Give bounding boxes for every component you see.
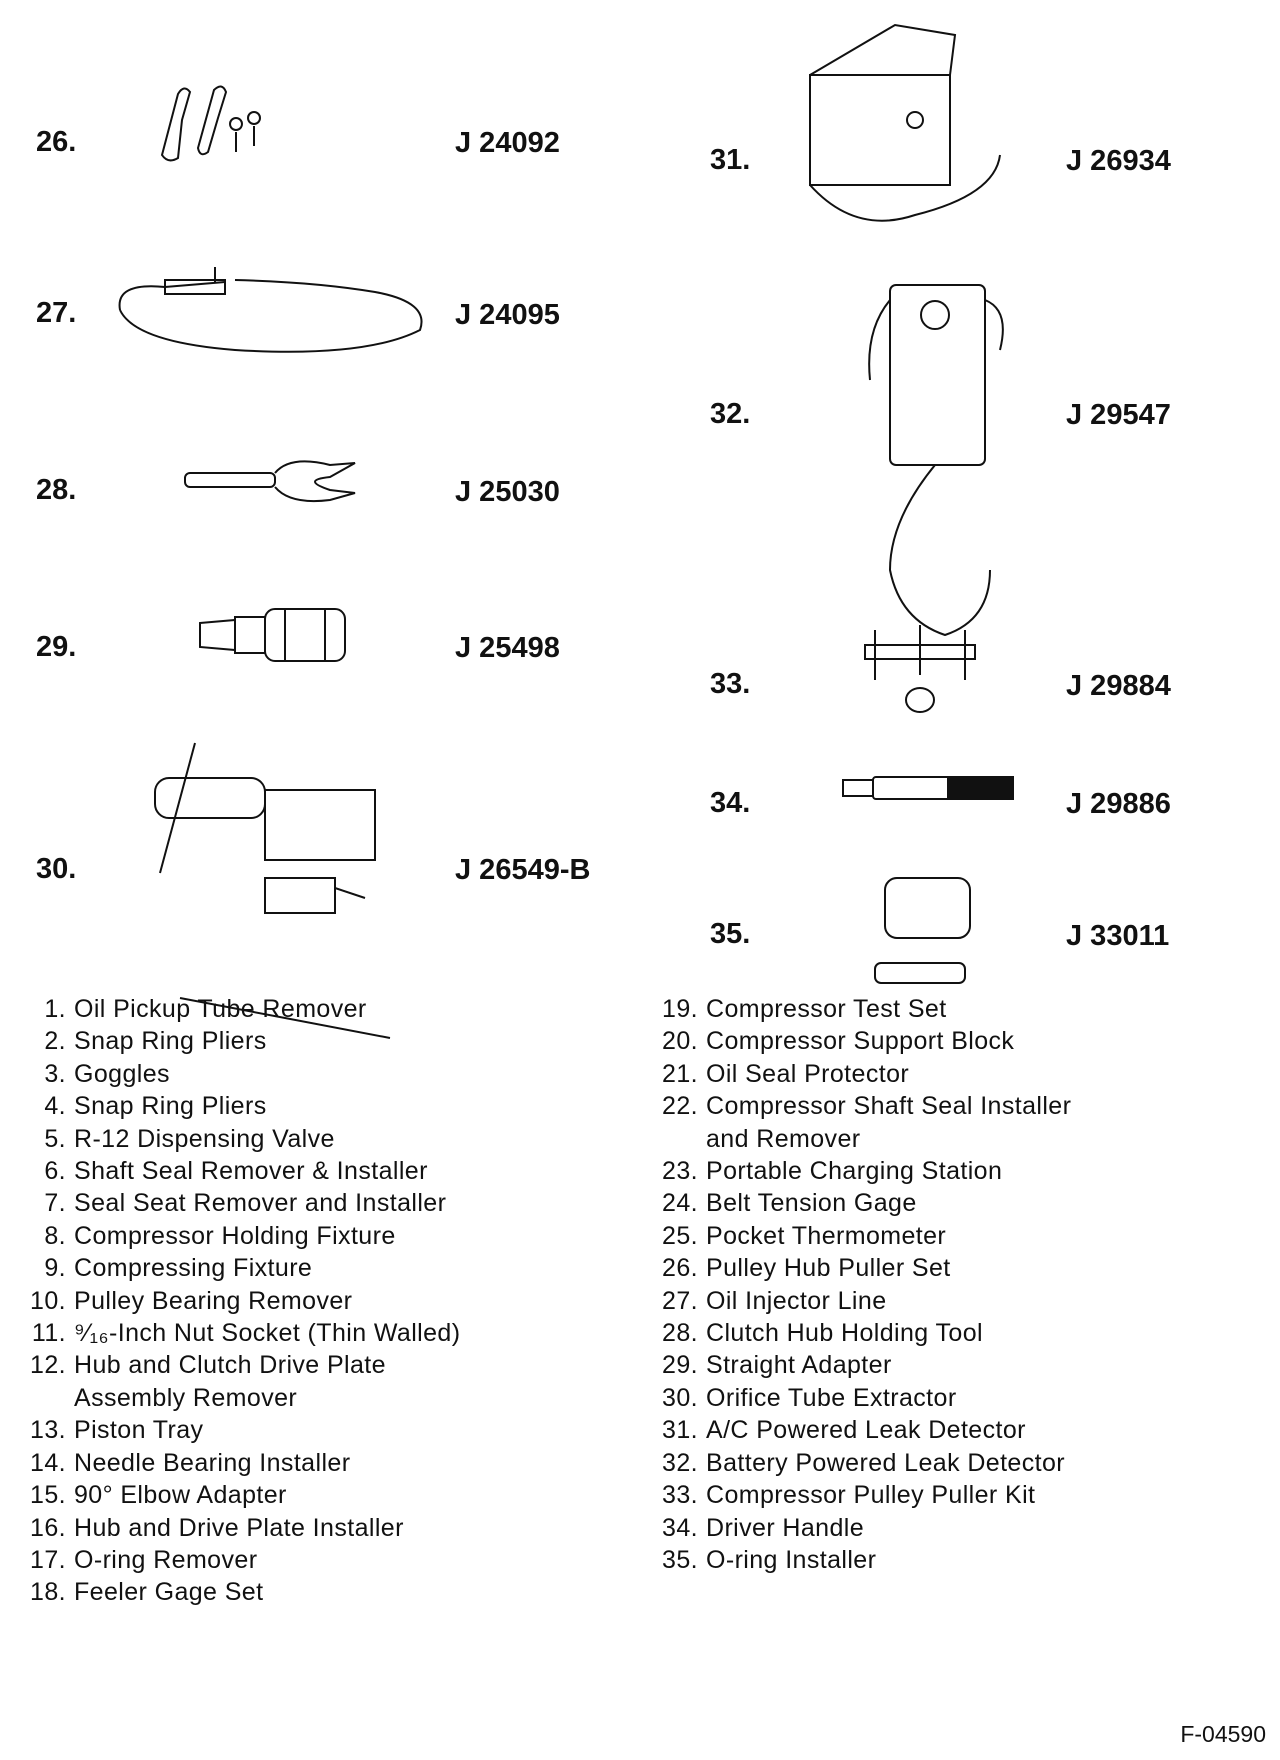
driver-handle-icon	[838, 770, 1018, 806]
legend-item-33: 33. Compressor Pulley Puller Kit	[662, 1481, 1036, 1510]
legend-item-35: 35. O-ring Installer	[662, 1545, 877, 1574]
tool-code-29: J 25498	[455, 632, 560, 664]
legend-item-8: 8. Compressor Holding Fixture	[44, 1221, 396, 1250]
legend-item-29: 29. Straight Adapter	[662, 1351, 892, 1380]
legend-item-22: 22. Compressor Shaft Seal Installer	[662, 1092, 1072, 1121]
tool-code-33: J 29884	[1066, 670, 1171, 702]
figure-id: F-04590	[1180, 1721, 1266, 1747]
legend-item-7: 7. Seal Seat Remover and Installer	[44, 1189, 447, 1218]
legend-item-17: 17. O-ring Remover	[30, 1545, 258, 1574]
legend-item-16: 16. Hub and Drive Plate Installer	[30, 1513, 404, 1542]
tool-code-32: J 29547	[1066, 399, 1171, 431]
legend-item-6: 6. Shaft Seal Remover & Installer	[44, 1157, 428, 1186]
tool-code-35: J 33011	[1066, 920, 1170, 952]
tool-number-34: 34.	[710, 787, 751, 819]
leak-detector-case-icon	[795, 15, 1015, 245]
legend-item-14: 14. Needle Bearing Installer	[30, 1448, 351, 1477]
legend-item-2: 2. Snap Ring Pliers	[44, 1027, 267, 1056]
legend-item-9: 9. Compressing Fixture	[44, 1254, 313, 1283]
legend-item-15: 15. 90° Elbow Adapter	[30, 1481, 287, 1510]
hub-holding-tool-icon	[180, 455, 360, 515]
legend-item-19: 19. Compressor Test Set	[662, 995, 947, 1023]
legend-item-31: 31. A/C Powered Leak Detector	[662, 1416, 1026, 1445]
tool-code-28: J 25030	[455, 476, 560, 508]
legend-item-30: 30. Orifice Tube Extractor	[662, 1383, 957, 1412]
legend-item-10: 10. Pulley Bearing Remover	[30, 1286, 353, 1315]
legend-item-34: 34. Driver Handle	[662, 1513, 865, 1542]
legend-item-26: 26. Pulley Hub Puller Set	[662, 1254, 951, 1283]
tool-number-35: 35.	[710, 918, 751, 950]
injector-line-icon	[115, 262, 435, 362]
tool-number-29: 29.	[36, 631, 77, 663]
legend-item-13: 13. Piston Tray	[30, 1416, 204, 1445]
legend-item-25: 25. Pocket Thermometer	[662, 1221, 947, 1250]
legend-item-12-cont: Assembly Remover	[74, 1383, 298, 1412]
legend-item-5: 5. R-12 Dispensing Valve	[44, 1124, 335, 1153]
o-ring-installer-icon	[870, 868, 980, 988]
tool-code-27: J 24095	[455, 299, 560, 331]
tool-number-30: 30.	[36, 853, 77, 885]
legend-item-18: 18. Feeler Gage Set	[30, 1578, 264, 1607]
straight-adapter-icon	[195, 605, 355, 665]
legend-item-21: 21. Oil Seal Protector	[662, 1059, 910, 1088]
tool-number-32: 32.	[710, 398, 751, 430]
legend-item-12: 12. Hub and Clutch Drive Plate	[30, 1351, 386, 1380]
legend-right	[660, 993, 1071, 1576]
puller-set-icon	[150, 80, 290, 170]
legend-item-28: 28. Clutch Hub Holding Tool	[662, 1319, 983, 1348]
tool-code-26: J 24092	[455, 127, 560, 159]
legend-item-1: 1. Oil Pickup Tube Remover	[44, 995, 367, 1023]
legend-item-11: 11. ⁹⁄₁₆-Inch Nut Socket (Thin Walled)	[31, 1319, 461, 1348]
legend-item-23: 23. Portable Charging Station	[662, 1157, 1003, 1186]
legend-item-27: 27. Oil Injector Line	[662, 1286, 887, 1315]
tool-number-33: 33.	[710, 668, 751, 700]
tool-code-30: J 26549-B	[455, 854, 591, 886]
legend-item-24: 24. Belt Tension Gage	[662, 1189, 917, 1218]
tool-number-28: 28.	[36, 474, 77, 506]
tool-number-27: 27.	[36, 297, 77, 329]
tool-code-31: J 26934	[1066, 145, 1171, 177]
tool-number-31: 31.	[710, 144, 751, 176]
legend-item-4: 4. Snap Ring Pliers	[44, 1092, 267, 1121]
legend-item-3: 3. Goggles	[44, 1059, 170, 1088]
legend-item-20: 20. Compressor Support Block	[662, 1027, 1015, 1056]
tool-code-34: J 29886	[1066, 788, 1171, 820]
legend-left	[28, 993, 460, 1609]
battery-leak-detector-icon	[860, 270, 1020, 650]
pulley-puller-kit-icon	[855, 620, 985, 720]
legend-item-22-cont: and Remover	[706, 1124, 861, 1153]
legend-item-32: 32. Battery Powered Leak Detector	[662, 1448, 1065, 1477]
tool-number-26: 26.	[36, 126, 77, 158]
